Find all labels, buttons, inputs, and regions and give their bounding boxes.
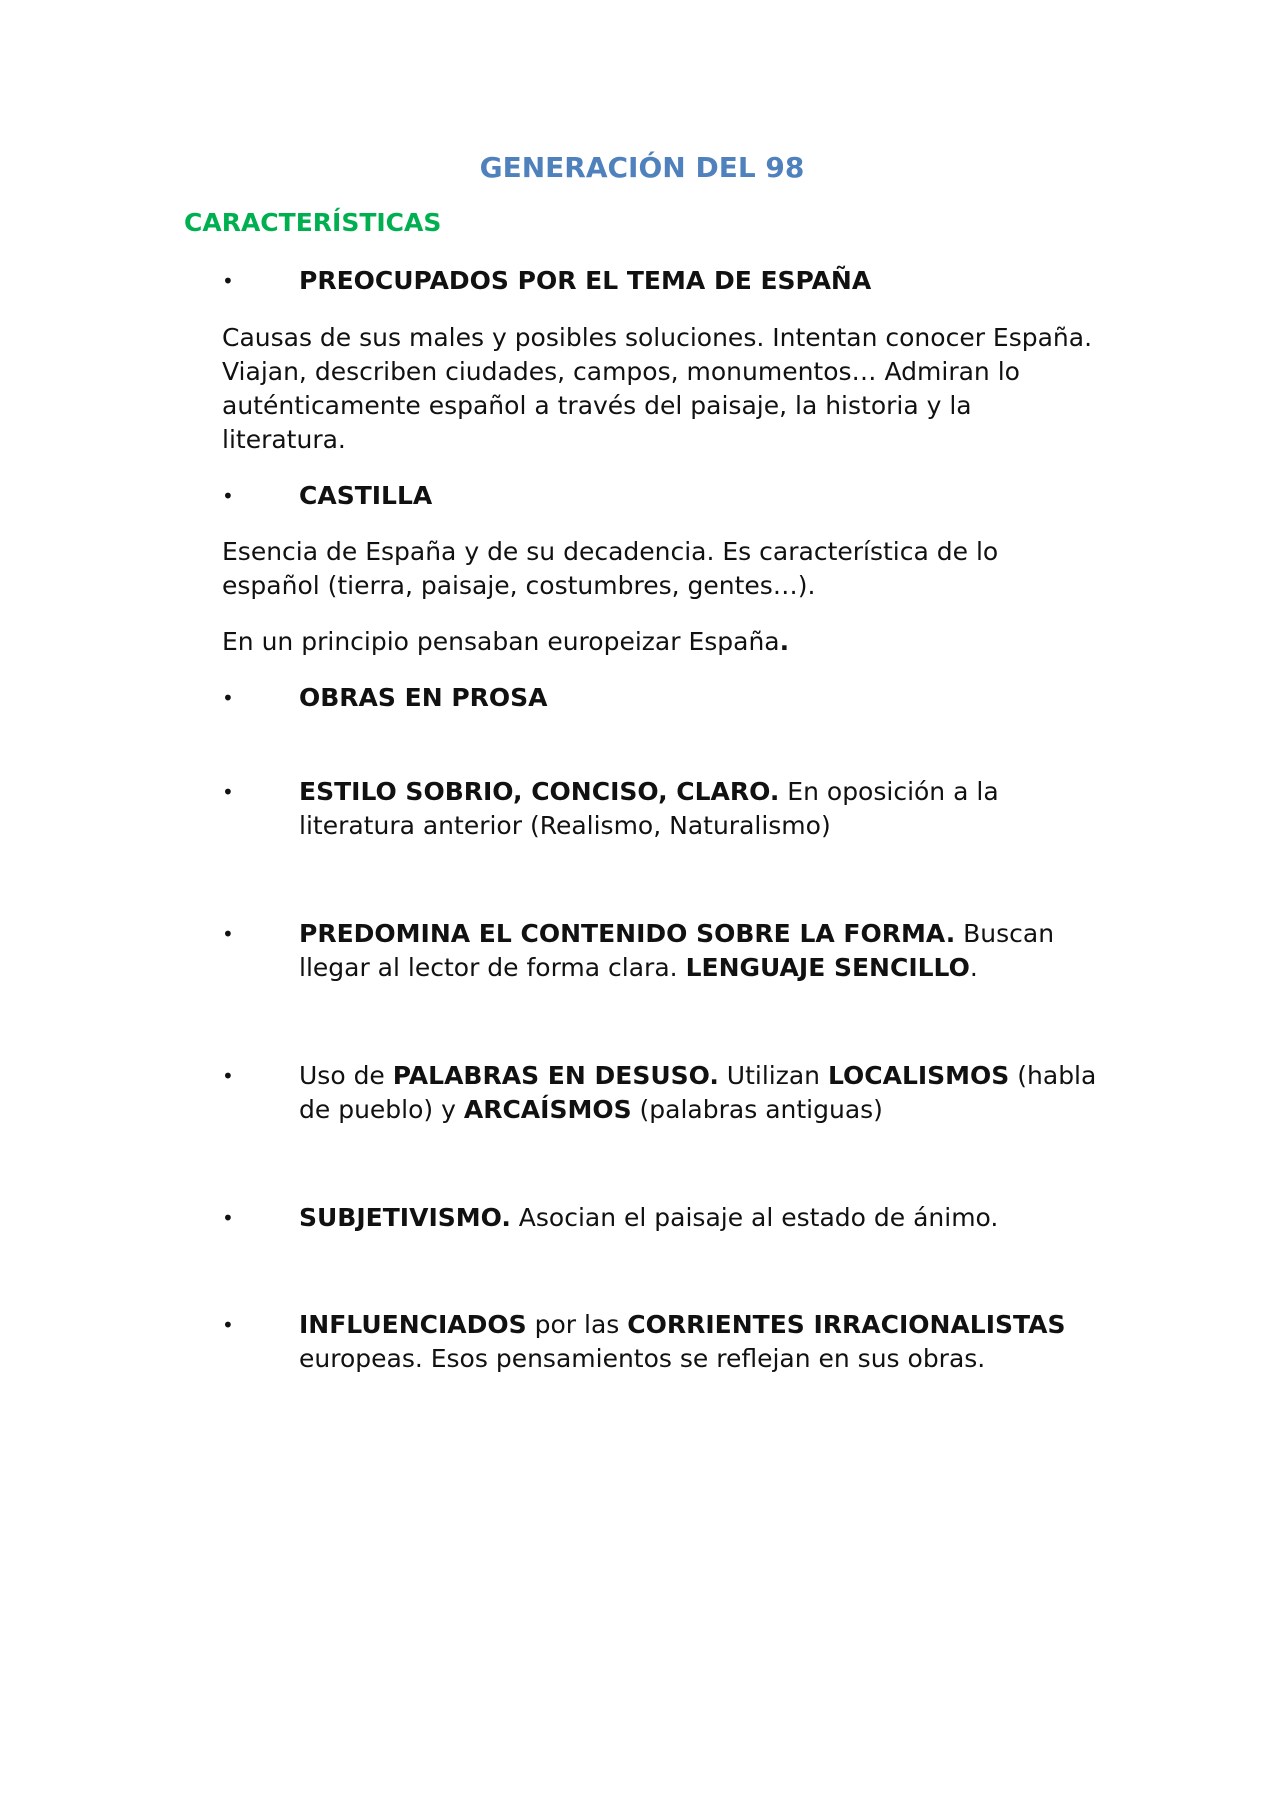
- bullet-item-tema-espana: [222, 264, 1100, 298]
- bullet-bold-text: ARCAÍSMOS: [463, 1095, 632, 1124]
- bullet-icon: •: [222, 686, 234, 710]
- bullet-bold-text: LOCALISMOS: [827, 1061, 1010, 1090]
- bullet-text: Asocian el paisaje al estado de ánimo.: [510, 1203, 999, 1232]
- bullet-bold-text: INFLUENCIADOS: [299, 1310, 527, 1339]
- bullet-icon: •: [222, 484, 234, 508]
- bullet-bold-text: ESTILO SOBRIO, CONCISO, CLARO.: [299, 777, 780, 806]
- bullet-text: .: [969, 953, 978, 982]
- document-body: [184, 264, 1100, 1376]
- bullet-text: (habla de pueblo) y: [299, 1061, 1097, 1124]
- bullet-icon: •: [222, 269, 234, 293]
- bullet-bold-text: PREDOMINA EL CONTENIDO SOBRE LA FORMA.: [299, 919, 956, 948]
- bullet-bold-text: SUBJETIVISMO.: [299, 1203, 511, 1232]
- paragraph-text: En un principio pensaban europeizar España: [222, 627, 780, 656]
- document-title: GENERACIÓN DEL 98: [479, 151, 805, 184]
- bullet-icon: •: [222, 780, 234, 804]
- bullet-item-subjetivismo: [222, 1201, 1100, 1235]
- bullet-icon: •: [222, 1064, 234, 1088]
- bullet-item-contenido: [222, 917, 1100, 985]
- bullet-item-palabras: [222, 1059, 1100, 1127]
- bullet-heading: OBRAS EN PROSA: [299, 683, 548, 712]
- bullet-icon: •: [222, 1313, 234, 1337]
- bullet-text: Buscan llegar al lector de forma clara.: [299, 919, 1055, 982]
- paragraph-period: .: [779, 627, 790, 656]
- bullet-text: En oposición a la literatura anterior (Realismo, Naturalismo): [299, 777, 999, 840]
- bullet-item-obras-prosa: [222, 681, 1100, 715]
- bullet-icon: •: [222, 922, 234, 946]
- bullet-heading: CASTILLA: [299, 481, 433, 510]
- paragraph-castilla: Esencia de España y de su decadencia. Es característica de lo español (tierra, paisaje, costumbres, gentes…).: [222, 537, 999, 600]
- bullet-text: Utilizan: [718, 1061, 828, 1090]
- paragraph-europeizar: [222, 625, 1100, 659]
- bullet-text: (palabras antiguas): [631, 1095, 883, 1124]
- bullet-text: Uso de: [299, 1061, 393, 1090]
- paragraph-tema-espana: Causas de sus males y posibles soluciones. Intentan conocer España. Viajan, describen ciudades, campos, monumentos… Admiran lo auténticamente español a través del paisaje, la historia y la literatura.: [222, 323, 1093, 454]
- bullet-item-estilo: [222, 775, 1100, 843]
- section-heading: CARACTERÍSTICAS: [184, 208, 442, 237]
- bullet-text: europeas. Esos pensamientos se reflejan en sus obras.: [299, 1344, 986, 1373]
- bullet-heading: PREOCUPADOS POR EL TEMA DE ESPAÑA: [299, 266, 872, 295]
- bullet-icon: •: [222, 1206, 234, 1230]
- bullet-item-influenciados: [222, 1308, 1100, 1376]
- bullet-text: por las: [526, 1310, 628, 1339]
- bullet-bold-text: PALABRAS EN DESUSO.: [392, 1061, 719, 1090]
- bullet-bold-text: LENGUAJE SENCILLO: [685, 953, 970, 982]
- bullet-item-castilla: [222, 479, 1100, 513]
- bullet-bold-text: CORRIENTES IRRACIONALISTAS: [627, 1310, 1066, 1339]
